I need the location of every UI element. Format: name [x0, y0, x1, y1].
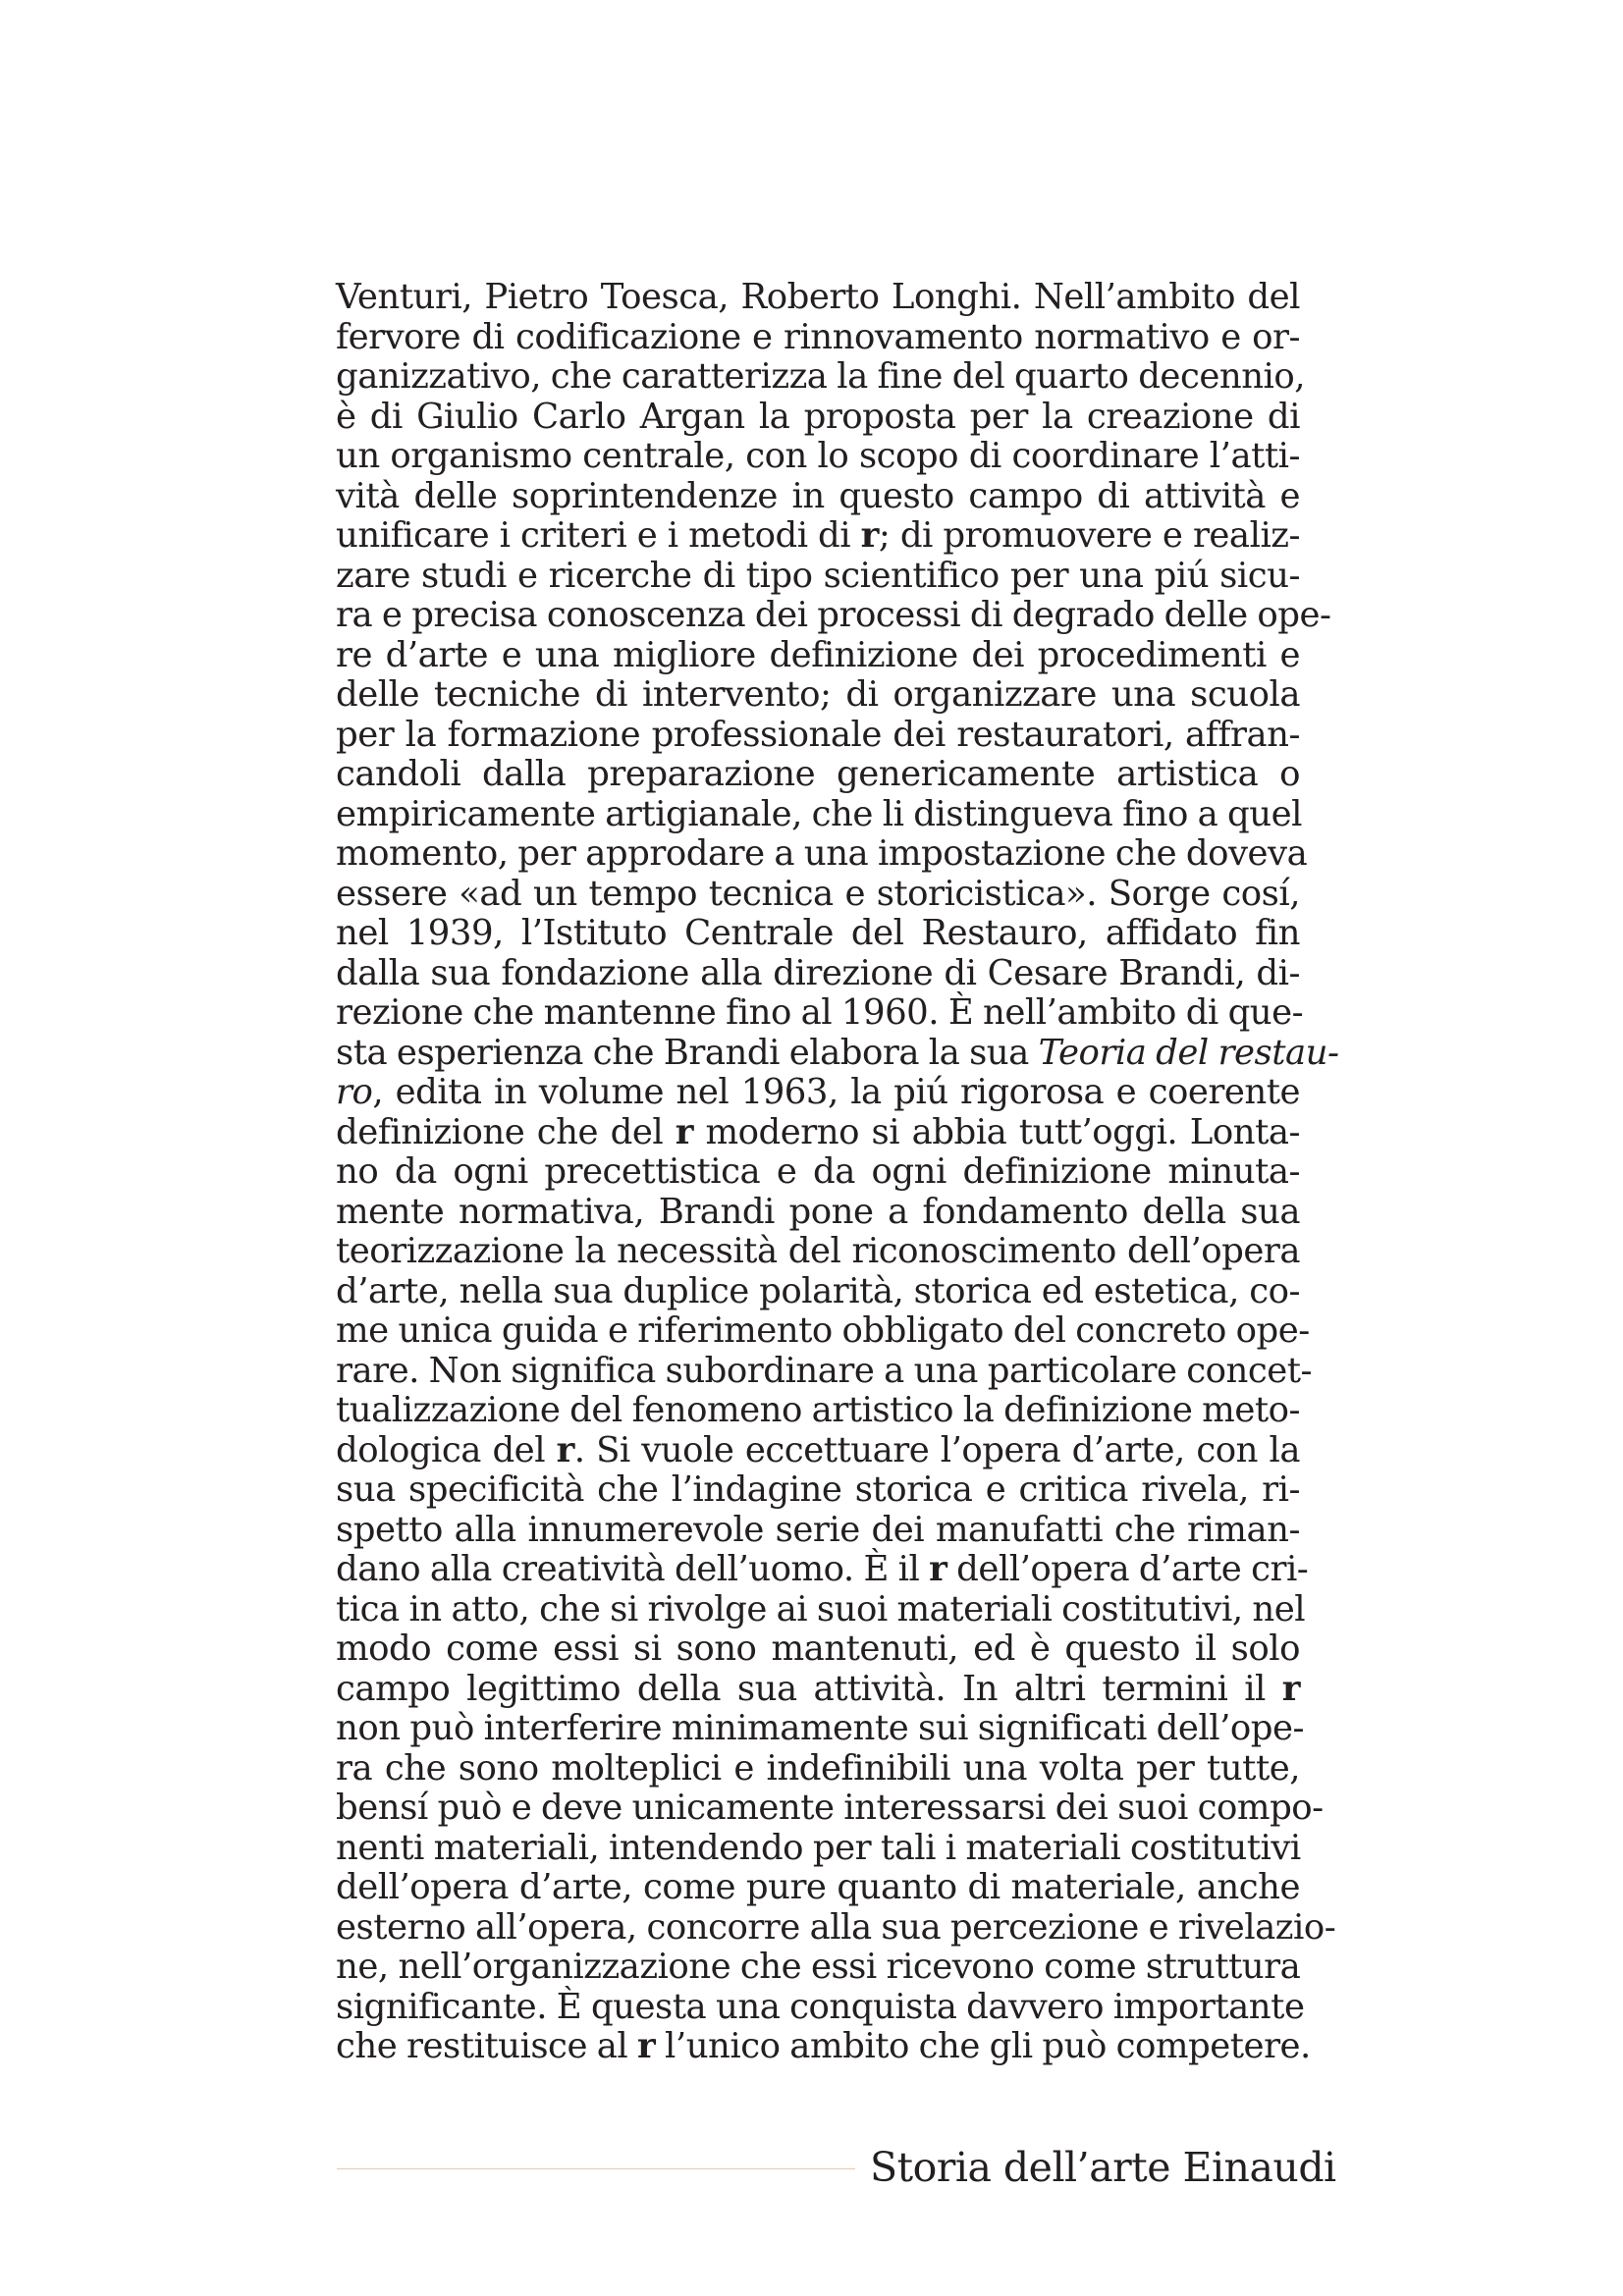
footer-rule	[337, 2168, 855, 2169]
bold-r-abbreviation: r	[929, 1549, 947, 1589]
text-line: candoli dalla preparazione genericamente artistica o	[336, 754, 1300, 794]
text-line: unificare i criteri e i metodi di r; di promuovere e realiz-	[336, 515, 1300, 556]
text-line: nenti materiali, intendendo per tali i materiali costitutivi	[336, 1827, 1301, 1868]
bold-r-abbreviation: r	[637, 2026, 656, 2066]
text-line: d’arte, nella sua duplice polarità, storica ed estetica, co-	[336, 1270, 1300, 1311]
bold-r-abbreviation: r	[675, 1111, 693, 1152]
text-line: delle tecniche di intervento; di organizzare una scuola	[336, 674, 1300, 715]
bold-r-abbreviation: r	[860, 515, 879, 556]
text-line: definizione che del r moderno si abbia tutt’oggi. Lonta-	[336, 1111, 1300, 1152]
italic-book-title: ro	[336, 1072, 373, 1112]
text-line: fervore di codificazione e rinnovamento normativo e or-	[336, 316, 1300, 357]
text-line: zare studi e ricerche di tipo scientifico per una piú sicu-	[336, 555, 1300, 596]
text-line: bensí può e deve unicamente interessarsi dei suoi compo-	[336, 1788, 1324, 1828]
text-line: re d’arte e una migliore definizione dei procedimenti e	[336, 634, 1300, 675]
body-text	[336, 277, 1339, 2067]
text-line: sua specificità che l’indagine storica e critica rivela, ri-	[336, 1469, 1300, 1510]
text-line: dano alla creatività dell’uomo. È il r dell’opera d’arte cri-	[336, 1549, 1309, 1589]
text-line: tica in atto, che si rivolge ai suoi materiali costitutivi, nel	[336, 1588, 1306, 1629]
text-line: per la formazione professionale dei restauratori, affran-	[336, 714, 1300, 755]
text-line: è di Giulio Carlo Argan la proposta per la creazione di	[336, 396, 1300, 437]
text-line: ne, nell’organizzazione che essi ricevono come struttura	[336, 1947, 1301, 1987]
text-line: spetto alla innumerevole serie dei manufatti che riman-	[336, 1509, 1300, 1550]
text-line: modo come essi si sono mantenuti, ed è questo il solo	[336, 1629, 1300, 1669]
text-line: essere «ad un tempo tecnica e storicistica». Sorge cosí,	[336, 873, 1300, 914]
text-line: ro, edita in volume nel 1963, la piú rigorosa e coerente	[336, 1072, 1300, 1112]
text-line: nel 1939, l’Istituto Centrale del Restauro, affidato fin	[336, 913, 1300, 953]
text-line: tualizzazione del fenomeno artistico la definizione meto-	[336, 1390, 1300, 1430]
text-line: rare. Non significa subordinare a una particolare concet-	[336, 1350, 1313, 1391]
text-line: empiricamente artigianale, che li distingueva fino a quel	[336, 793, 1302, 834]
text-line: un organismo centrale, con lo scopo di coordinare l’atti-	[336, 436, 1300, 476]
text-line: che restituisce al r l’unico ambito che gli può competere.	[336, 2026, 1311, 2066]
text-line: momento, per approdare a una impostazione che doveva	[336, 833, 1308, 874]
text-line: no da ogni precettistica e da ogni definizione minuta-	[336, 1151, 1300, 1192]
text-line: sta esperienza che Brandi elabora la sua Teoria del restau-	[336, 1032, 1339, 1073]
italic-book-title: Teoria del restau-	[1038, 1032, 1339, 1073]
text-line: mente normativa, Brandi pone a fondamento della sua	[336, 1191, 1300, 1232]
text-line: vità delle soprintendenze in questo campo di attività e	[336, 475, 1300, 516]
text-line: teorizzazione la necessità del riconoscimento dell’opera	[336, 1231, 1300, 1271]
text-line: Venturi, Pietro Toesca, Roberto Longhi. Nell’ambito del	[336, 277, 1300, 317]
text-line: dalla sua fondazione alla direzione di Cesare Brandi, di-	[336, 952, 1300, 993]
text-line: ganizzativo, che caratterizza la fine del quarto decennio,	[336, 356, 1306, 397]
text-line: non può interferire minimamente sui significati dell’ope-	[336, 1708, 1304, 1748]
text-line: rezione che mantenne fino al 1960. È nell’ambito di que-	[336, 992, 1304, 1033]
footer-publication-title: Storia dell’arte Einaudi	[870, 2144, 1336, 2191]
text-line: me unica guida e riferimento obbligato del concreto ope-	[336, 1310, 1310, 1351]
text-line: campo legittimo della sua attività. In altri termini il r	[336, 1668, 1300, 1709]
text-line: dologica del r. Si vuole eccettuare l’opera d’arte, con la	[336, 1429, 1300, 1470]
bold-r-abbreviation: r	[556, 1429, 574, 1470]
text-line: significante. È questa una conquista davvero importante	[336, 1986, 1305, 2027]
text-line: ra e precisa conoscenza dei processi di degrado delle ope-	[336, 595, 1331, 635]
text-line: esterno all’opera, concorre alla sua percezione e rivelazio-	[336, 1906, 1336, 1948]
text-line: ra che sono molteplici e indefinibili una volta per tutte,	[336, 1747, 1300, 1789]
bold-r-abbreviation: r	[1281, 1668, 1300, 1709]
text-line: dell’opera d’arte, come pure quanto di materiale, anche	[336, 1867, 1300, 1907]
